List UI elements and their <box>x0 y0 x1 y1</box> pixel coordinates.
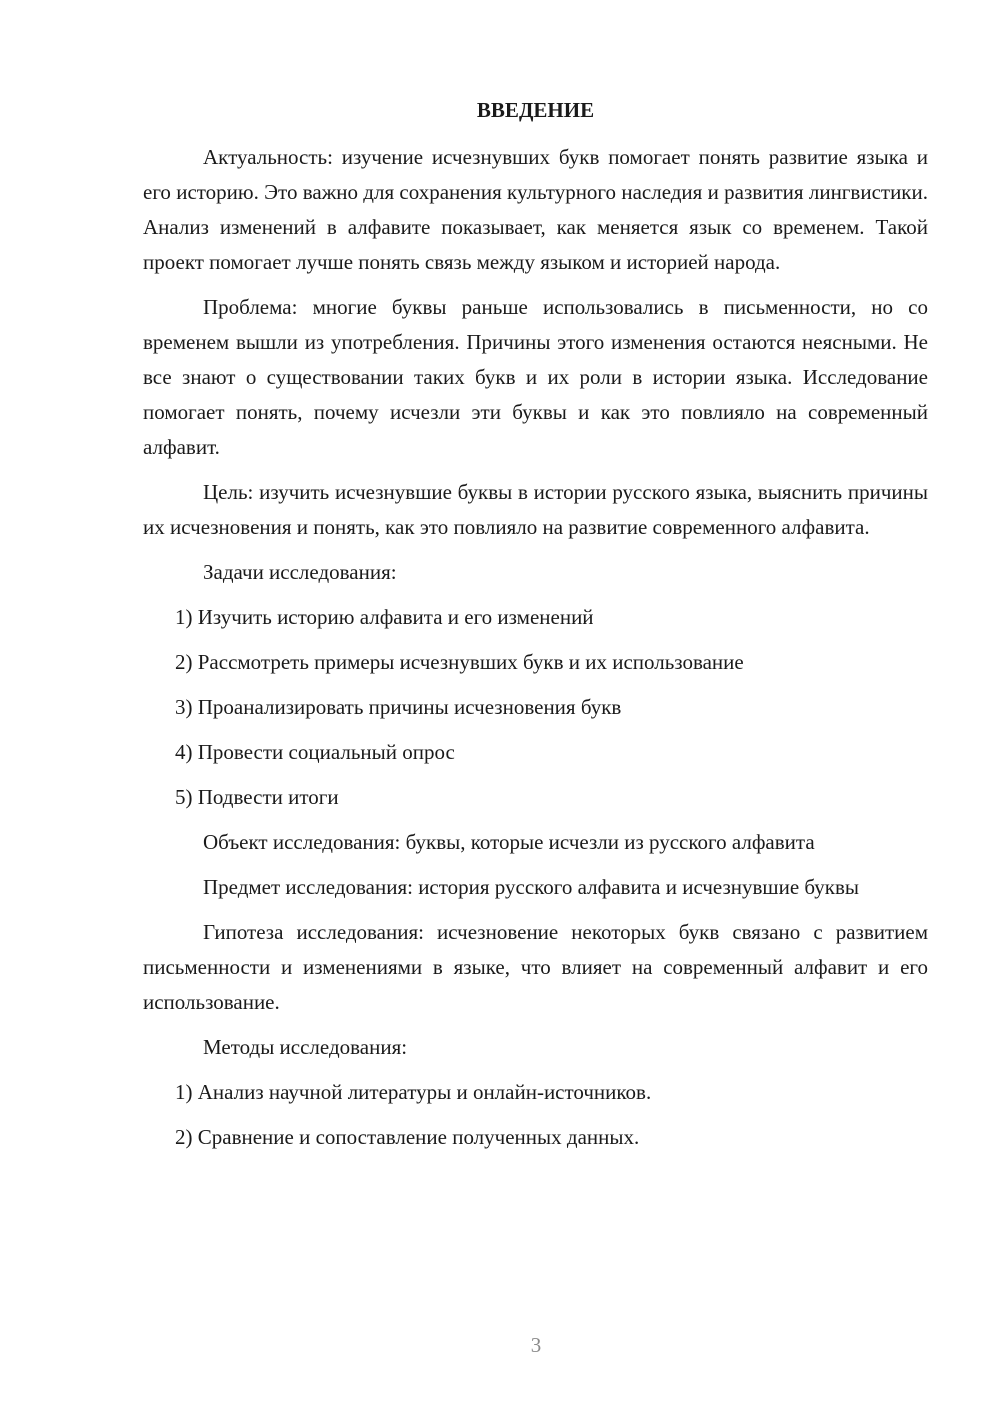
tasks-heading: Задачи исследования: <box>203 560 397 584</box>
object-paragraph: Объект исследования: буквы, которые исчезли из русского алфавита <box>203 830 815 854</box>
list-item: 1) Анализ научной литературы и онлайн-источников. <box>175 1080 652 1104</box>
document-page <box>143 93 928 1165</box>
tasks-list <box>143 600 928 815</box>
list-item: 1) Изучить историю алфавита и его изменений <box>175 605 594 629</box>
section-title: ВВЕДЕНИЕ <box>476 98 595 122</box>
list-item: 5) Подвести итоги <box>175 785 339 809</box>
subject-paragraph: Предмет исследования: история русского алфавита и исчезнувшие буквы <box>203 875 860 899</box>
relevance-paragraph: Актуальность: изучение исчезнувших букв помогает понять развитие языка и его историю. Это важно для сохранения культурного наследия и развития лингвистики. Анализ изменений в алфавите показывает, как меняется язык со временем. Такой проект помогает лучше понять связь между языком и историей народа. <box>143 145 928 274</box>
page-number: 3 <box>530 1333 542 1357</box>
hypothesis-paragraph: Гипотеза исследования: исчезновение некоторых букв связано с развитием письменности и изменениями в языке, что влияет на современный алфавит и его использование. <box>143 920 928 1014</box>
list-item: 2) Сравнение и сопоставление полученных данных. <box>175 1125 640 1149</box>
problem-paragraph: Проблема: многие буквы раньше использовались в письменности, но со временем вышли из употребления. Причины этого изменения остаются неясными. Не все знают о существовании таких букв и их роли в истории языка. Исследование помогает понять, почему исчезли эти буквы и как это повлияло на современный алфавит. <box>143 295 928 459</box>
list-item: 4) Провести социальный опрос <box>175 740 455 764</box>
methods-heading: Методы исследования: <box>203 1035 408 1059</box>
goal-paragraph: Цель: изучить исчезнувшие буквы в истории русского языка, выяснить причины их исчезновения и понять, как это повлияло на развитие современного алфавита. <box>143 480 928 539</box>
list-item: 3) Проанализировать причины исчезновения букв <box>175 695 622 719</box>
methods-list <box>143 1075 928 1155</box>
list-item: 2) Рассмотреть примеры исчезнувших букв и их использование <box>175 650 744 674</box>
